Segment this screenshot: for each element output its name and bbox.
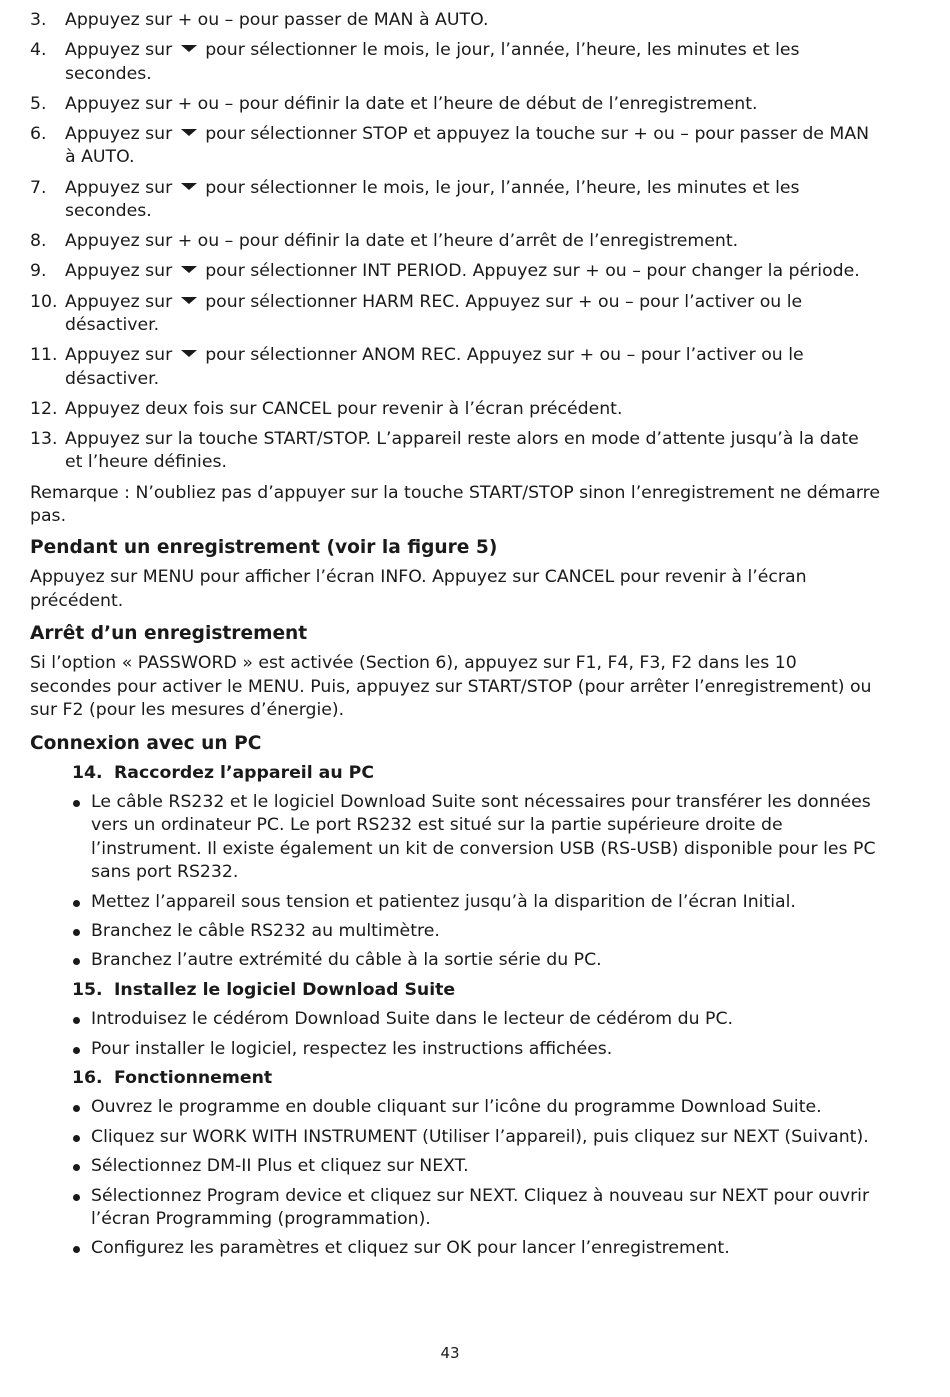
substep-number: 16. — [72, 1067, 103, 1088]
bullet-text: Mettez l’appareil sous tension et patientez jusqu’à la disparition de l’écran Initial. — [91, 891, 796, 912]
step-text: Appuyez sur la touche START/STOP. L’appareil reste alors en mode d’attente jusqu’à la date et l’heure définies. — [65, 429, 859, 473]
step-text-post: pour sélectionner ANOM REC. Appuyez sur + ou – pour l’activer ou le désactiver. — [65, 345, 804, 389]
step-number: 8. — [30, 231, 47, 252]
step-text-post: pour sélectionner INT PERIOD. Appuyez sur + ou – pour changer la période. — [205, 261, 860, 282]
bullet-text: Introduisez le cédérom Download Suite dans le lecteur de cédérom du PC. — [91, 1009, 734, 1030]
substep-number: 15. — [72, 979, 103, 1000]
step-number: 7. — [30, 177, 47, 198]
list-item — [72, 1008, 880, 1031]
step-text-post: pour sélectionner HARM REC. Appuyez sur + ou – pour l’activer ou le désactiver. — [65, 291, 803, 336]
list-item — [72, 949, 880, 972]
bullet-icon — [73, 958, 80, 965]
document-page — [30, 9, 880, 1267]
step-text: Appuyez sur + ou – pour définir la date et l’heure de début de l’enregistrement. — [65, 93, 758, 114]
section-heading-during: Pendant un enregistrement (voir la figure 5) — [30, 537, 498, 559]
list-item — [72, 791, 880, 885]
step-text-pre: Appuyez sur — [65, 261, 173, 282]
step-text-post: pour sélectionner STOP et appuyez la touche sur + ou – pour passer de MAN à AUTO. — [65, 124, 870, 168]
step-text-pre: Appuyez sur — [65, 177, 173, 198]
list-item — [72, 1155, 880, 1178]
list-item — [72, 1038, 880, 1061]
step-text: Appuyez sur + ou – pour passer de MAN à AUTO. — [65, 10, 489, 30]
section-heading-pc: Connexion avec un PC — [30, 732, 262, 754]
list-item — [30, 344, 880, 391]
pc-substeps — [72, 1067, 880, 1090]
bullet-icon — [73, 1194, 80, 1201]
bullet-text: Branchez l’autre extrémité du câble à la sortie série du PC. — [91, 950, 602, 971]
bullet-list — [72, 1096, 880, 1260]
down-arrow-icon — [181, 129, 197, 136]
bullet-icon — [73, 1246, 80, 1253]
bullet-icon — [73, 1047, 80, 1054]
step-text-pre: Appuyez sur — [65, 291, 173, 312]
bullet-text: Pour installer le logiciel, respectez les instructions affichées. — [91, 1038, 613, 1059]
step-text: Appuyez sur + ou – pour définir la date et l’heure d’arrêt de l’enregistrement. — [65, 231, 739, 252]
step-number: 10. — [30, 291, 58, 312]
step-number: 11. — [30, 345, 58, 366]
bullet-text: Sélectionnez Program device et cliquez sur NEXT. Cliquez à nouveau sur NEXT pour ouvrir l’écran Programming (programmation). — [91, 1185, 870, 1230]
list-item — [30, 260, 880, 283]
section-body-stop: Si l’option « PASSWORD » est activée (Section 6), appuyez sur F1, F4, F3, F2 dans les 10 secondes pour activer le MENU. Puis, appuyez sur START/STOP (pour arrêter l’enregistrement) ou sur F2 (pour les mesures d’énergie). — [30, 653, 872, 721]
note-paragraph: Remarque : N’oubliez pas d’appuyer sur la touche START/STOP sinon l’enregistrement ne démarre pas. — [30, 482, 880, 527]
bullet-text: Ouvrez le programme en double cliquant sur l’icône du programme Download Suite. — [91, 1097, 822, 1118]
pc-substeps — [72, 762, 880, 785]
bullet-list — [72, 791, 880, 973]
substep-title: Installez le logiciel Download Suite — [114, 979, 456, 1000]
bullet-text: Branchez le câble RS232 au multimètre. — [91, 920, 440, 941]
step-text-pre: Appuyez sur — [65, 124, 173, 145]
step-text-post: pour sélectionner le mois, le jour, l’année, l’heure, les minutes et les secondes. — [65, 40, 800, 84]
step-number: 6. — [30, 124, 47, 145]
step-text-post: pour sélectionner le mois, le jour, l’année, l’heure, les minutes et les secondes. — [65, 177, 800, 222]
bullet-text: Le câble RS232 et le logiciel Download Suite sont nécessaires pour transférer les données vers un ordinateur PC. Le port RS232 est situé sur la partie supérieure droite de l’instrument. Il existe également un kit de conversion USB (RS-USB) disponible pour les PC sans port RS232. — [91, 791, 876, 883]
substep-title: Fonctionnement — [114, 1067, 273, 1088]
step-number: 13. — [30, 429, 58, 450]
step-number: 12. — [30, 398, 58, 419]
bullet-icon — [73, 929, 80, 936]
pc-substeps — [72, 979, 880, 1002]
step-number: 5. — [30, 93, 47, 114]
list-item — [30, 230, 880, 253]
bullet-list — [72, 1008, 880, 1061]
list-item — [30, 9, 880, 32]
list-item — [30, 398, 880, 421]
step-text: Appuyez deux fois sur CANCEL pour revenir à l’écran précédent. — [65, 398, 623, 419]
list-item — [30, 39, 880, 86]
down-arrow-icon — [181, 350, 197, 357]
substep-number: 14. — [72, 762, 103, 783]
step-number: 3. — [30, 10, 47, 30]
substep-title: Raccordez l’appareil au PC — [114, 762, 375, 783]
bullet-icon — [73, 1135, 80, 1142]
step-number: 4. — [30, 40, 47, 61]
bullet-icon — [73, 1017, 80, 1024]
list-item — [30, 177, 880, 224]
step-list — [30, 9, 880, 475]
list-item — [72, 920, 880, 943]
section-body-during: Appuyez sur MENU pour afficher l’écran INFO. Appuyez sur CANCEL pour revenir à l’écran précédent. — [30, 567, 807, 611]
list-item — [72, 891, 880, 914]
list-item — [30, 123, 880, 170]
list-item — [30, 291, 880, 338]
bullet-text: Sélectionnez DM-II Plus et cliquez sur NEXT. — [91, 1156, 469, 1177]
down-arrow-icon — [181, 266, 197, 273]
bullet-icon — [73, 1105, 80, 1112]
down-arrow-icon — [181, 45, 197, 52]
bullet-text: Cliquez sur WORK WITH INSTRUMENT (Utiliser l’appareil), puis cliquez sur NEXT (Suivant). — [91, 1126, 869, 1147]
list-item — [72, 1237, 880, 1260]
step-text-pre: Appuyez sur — [65, 40, 173, 61]
step-text-pre: Appuyez sur — [65, 345, 173, 366]
bullet-icon — [73, 1164, 80, 1171]
down-arrow-icon — [181, 183, 197, 190]
page-number: 43 — [440, 1344, 460, 1362]
substep-heading — [72, 979, 880, 1002]
down-arrow-icon — [181, 297, 197, 304]
list-item — [72, 1185, 880, 1232]
list-item — [30, 93, 880, 116]
bullet-text: Configurez les paramètres et cliquez sur OK pour lancer l’enregistrement. — [91, 1238, 730, 1259]
substep-heading — [72, 1067, 880, 1090]
list-item — [72, 1126, 880, 1149]
section-heading-stop: Arrêt d’un enregistrement — [30, 623, 308, 645]
substep-heading — [72, 762, 880, 785]
bullet-icon — [73, 900, 80, 907]
bullet-icon — [73, 800, 80, 807]
list-item — [30, 428, 880, 475]
step-number: 9. — [30, 261, 47, 282]
list-item — [72, 1096, 880, 1119]
